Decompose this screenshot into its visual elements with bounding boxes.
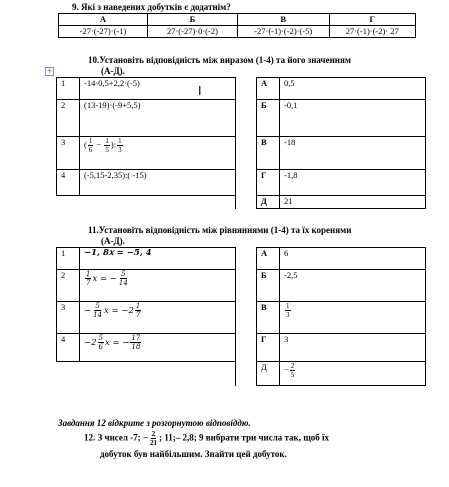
q9-cell: -27·(-1)·(-2)·(-5) [237,26,329,38]
q10-letter: Б [257,100,280,137]
q11-num: 1 [57,248,80,270]
q11-num: 3 [57,302,80,334]
q11-num: 2 [57,270,80,302]
q11-equation: − $\frac{5}{14}$ 𝑥 = −2 $\frac{1}{7}$ [80,302,236,334]
q9-header: В [237,14,329,26]
q10-value: -18 [280,137,426,170]
q11-value: − $\frac{2}{5}$ [280,362,426,386]
q11-subtitle: (А-Д). [101,236,125,246]
task12-note: Завдання 12 відкрите з розгорнутою відповіддю. [58,418,251,428]
q11-equation: $\frac{1}{7}$ 𝑥 = − $\frac{5}{14}$ [80,270,236,302]
q11-value: $\frac{1}{3}$ [280,302,426,334]
q10-num: 1 [57,78,80,100]
q11-num: 4 [57,334,80,362]
q9-header: Б [147,14,237,26]
text-cursor-icon: I [198,84,202,98]
q10-value: 0,5 [280,78,426,100]
q10-value: 21 [280,196,426,209]
q11-value: 3 [280,334,426,362]
q9-table [58,13,416,38]
table-move-handle-icon[interactable]: + [46,67,53,75]
q11-table [56,247,426,386]
q10-expr: (-5,15-2,35):( -15) [80,170,236,196]
q11-equation: −1, 8𝑥 = −5, 4 [80,248,236,270]
q11-equation: −2 $\frac{5}{6}$ 𝑥 = − $\frac{17}{18}$ [80,334,236,362]
task12-line2: добуток був найбільшим. Знайти цей добуток. [100,449,287,459]
q9-header: А [59,14,148,26]
q10-num: 2 [57,100,80,137]
task12-line1: 12. З чисел -7; − $\frac{2}{21}$ ; 11;– 2,8; 9 вибрати три числа так, щоб їх [84,430,330,447]
q11-letter: Г [257,334,280,362]
q11-value: -2,5 [280,270,426,302]
q10-table [56,77,426,209]
q10-expr-fraction: ( $\frac{1}{6}$ − $\frac{1}{5}$ ): $\frac{1}{3}$ [80,137,236,170]
q11-letter: В [257,302,280,334]
q11-value: 6 [280,248,426,270]
q11-letter: Б [257,270,280,302]
q10-expr: (13-19)·(-9+5,5) [80,100,236,137]
q10-letter: Д [257,196,280,209]
q10-value: -1,8 [280,170,426,196]
q10-num: 4 [57,170,80,196]
q11-title: 11.Установіть відповідність між рівняннями (1-4) та їх коренями [88,225,352,235]
q10-value: -0,1 [280,100,426,137]
q10-title: 10.Установіть відповідність між виразом (1-4) та його значенням [88,55,351,65]
q9-cell: -27·(-27)·(-1) [59,26,148,38]
q11-letter: Д [257,362,280,386]
q10-expr: -14·0,5+2,2·(-5) [80,78,236,100]
q10-subtitle: (А-Д). [101,66,125,76]
q10-letter: В [257,137,280,170]
q9-title: 9. Які з наведених добутків є додатнім? [72,2,231,12]
q10-num: 3 [57,137,80,170]
q10-letter: Г [257,170,280,196]
q9-cell: 27·(-1)·(-2)· 27 [329,26,415,38]
q9-cell: 27·(-27)·0·(-2) [147,26,237,38]
q9-header: Г [329,14,415,26]
q10-letter: А [257,78,280,100]
q11-letter: А [257,248,280,270]
